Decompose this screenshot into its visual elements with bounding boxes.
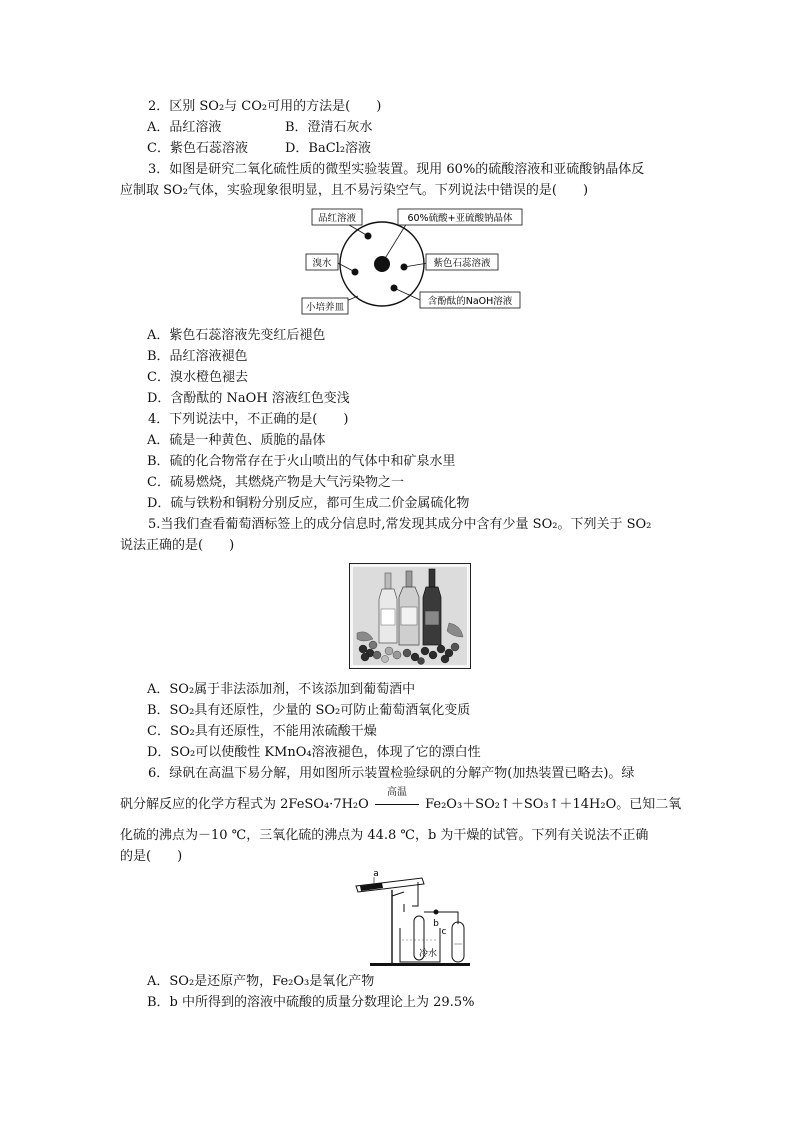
q6-equation-line: [120, 787, 682, 814]
q4-option-d: D．硫与铁粉和铜粉分别反应，都可生成二价金属硫化物: [147, 496, 470, 511]
q6-option-a: A．SO₂是还原产物，Fe₂O₃是氧化产物: [147, 974, 375, 989]
q5-option-d: D．SO₂可以使酸性 KMnO₄溶液褪色，体现了它的漂白性: [147, 745, 481, 760]
label-cold-water: 冷水: [418, 949, 438, 959]
label-naoh-phenolphthalein: 含酚酞的NaOH溶液: [427, 296, 513, 307]
q5-option-c: C．SO₂具有还原性，不能用浓硫酸干燥: [147, 724, 377, 739]
micro-experiment-figure: [300, 204, 525, 316]
label-acid-sulfite: 60%硫酸+亚硫酸钠晶体: [407, 213, 513, 224]
center-reagent-dot: [374, 256, 390, 272]
condition-high-temp: 高温: [386, 787, 407, 798]
label-pinhong: 品红溶液: [317, 213, 357, 224]
label-tube-a: a: [373, 869, 379, 879]
q5-option-a: A．SO₂属于非法添加剂，不该添加到葡萄酒中: [147, 682, 416, 697]
q3-option-b: B．品红溶液褪色: [147, 349, 248, 364]
q3-option-c: C．溴水橙色褪去: [147, 370, 248, 385]
q3-option-a: A．紫色石蕊溶液先变红后褪色: [147, 328, 326, 343]
q6-equation-right: Fe₂O₃＋SO₂↑＋SO₃↑＋14H₂O。已知二氧: [425, 797, 682, 812]
reaction-arrow-bar: [375, 804, 419, 805]
q2-option-b: B．澄清石灰水: [285, 120, 373, 135]
q2-option-c: C．紫色石蕊溶液: [147, 141, 248, 156]
reaction-condition: [373, 787, 421, 814]
decomposition-apparatus-figure: [352, 868, 492, 968]
label-tube-c: c: [441, 927, 447, 937]
label-litmus: 紫色石蕊溶液: [433, 258, 491, 269]
q3-option-d: D．含酚酞的 NaOH 溶液红色变浅: [147, 391, 350, 406]
q3-stem-line2: 应制取 SO₂气体，实验现象很明显，且不易污染空气。下列说法中错误的是( ): [120, 183, 589, 198]
q2-stem: 2．区别 SO₂与 CO₂可用的方法是( ): [148, 99, 382, 114]
q4-option-c: C．硫易燃烧，其燃烧产物是大气污染物之一: [147, 475, 404, 490]
q6-stem-line3: 化硫的沸点为－10 ℃，三氧化硫的沸点为 44.8 ℃，b 为干燥的试管。下列有关说法不正确: [120, 828, 649, 843]
q4-stem: 4．下列说法中，不正确的是( ): [148, 412, 349, 427]
q4-option-b: B．硫的化合物常存在于火山喷出的气体中和矿泉水里: [147, 454, 456, 469]
q2-option-a: A．品红溶液: [147, 120, 222, 135]
q4-option-a: A．硫是一种黄色、质脆的晶体: [147, 433, 326, 448]
q3-stem-line1: 3．如图是研究二氧化硫性质的微型实验装置。现用 60%的硫酸溶液和亚硫酸钠晶体反: [148, 162, 645, 177]
q6-stem-line4: 的是( ): [120, 849, 183, 864]
q6-stem-line1: 6．绿矾在高温下易分解，用如图所示装置检验绿矾的分解产物(加热装置已略去)。绿: [148, 766, 635, 781]
q6-equation-left: 矾分解反应的化学方程式为 2FeSO₄·7H₂O: [120, 797, 369, 812]
wine-bottles-photo: [349, 563, 471, 669]
q2-option-d: D．BaCl₂溶液: [285, 141, 372, 156]
q5-option-b: B．SO₂具有还原性，少量的 SO₂可防止葡萄酒氧化变质: [147, 703, 471, 718]
q5-stem-line2: 说法正确的是( ): [120, 538, 235, 553]
label-tube-b: b: [433, 919, 439, 929]
q6-option-b: B．b 中所得到的溶液中硫酸的质量分数理论上为 29.5%: [147, 995, 475, 1010]
label-bromine-water: 溴水: [312, 258, 332, 269]
q5-stem-line1: 5.当我们查看葡萄酒标签上的成分信息时,常发现其成分中含有少量 SO₂。下列关于 SO₂: [148, 517, 652, 532]
label-petri-dish: 小培养皿: [305, 302, 345, 313]
